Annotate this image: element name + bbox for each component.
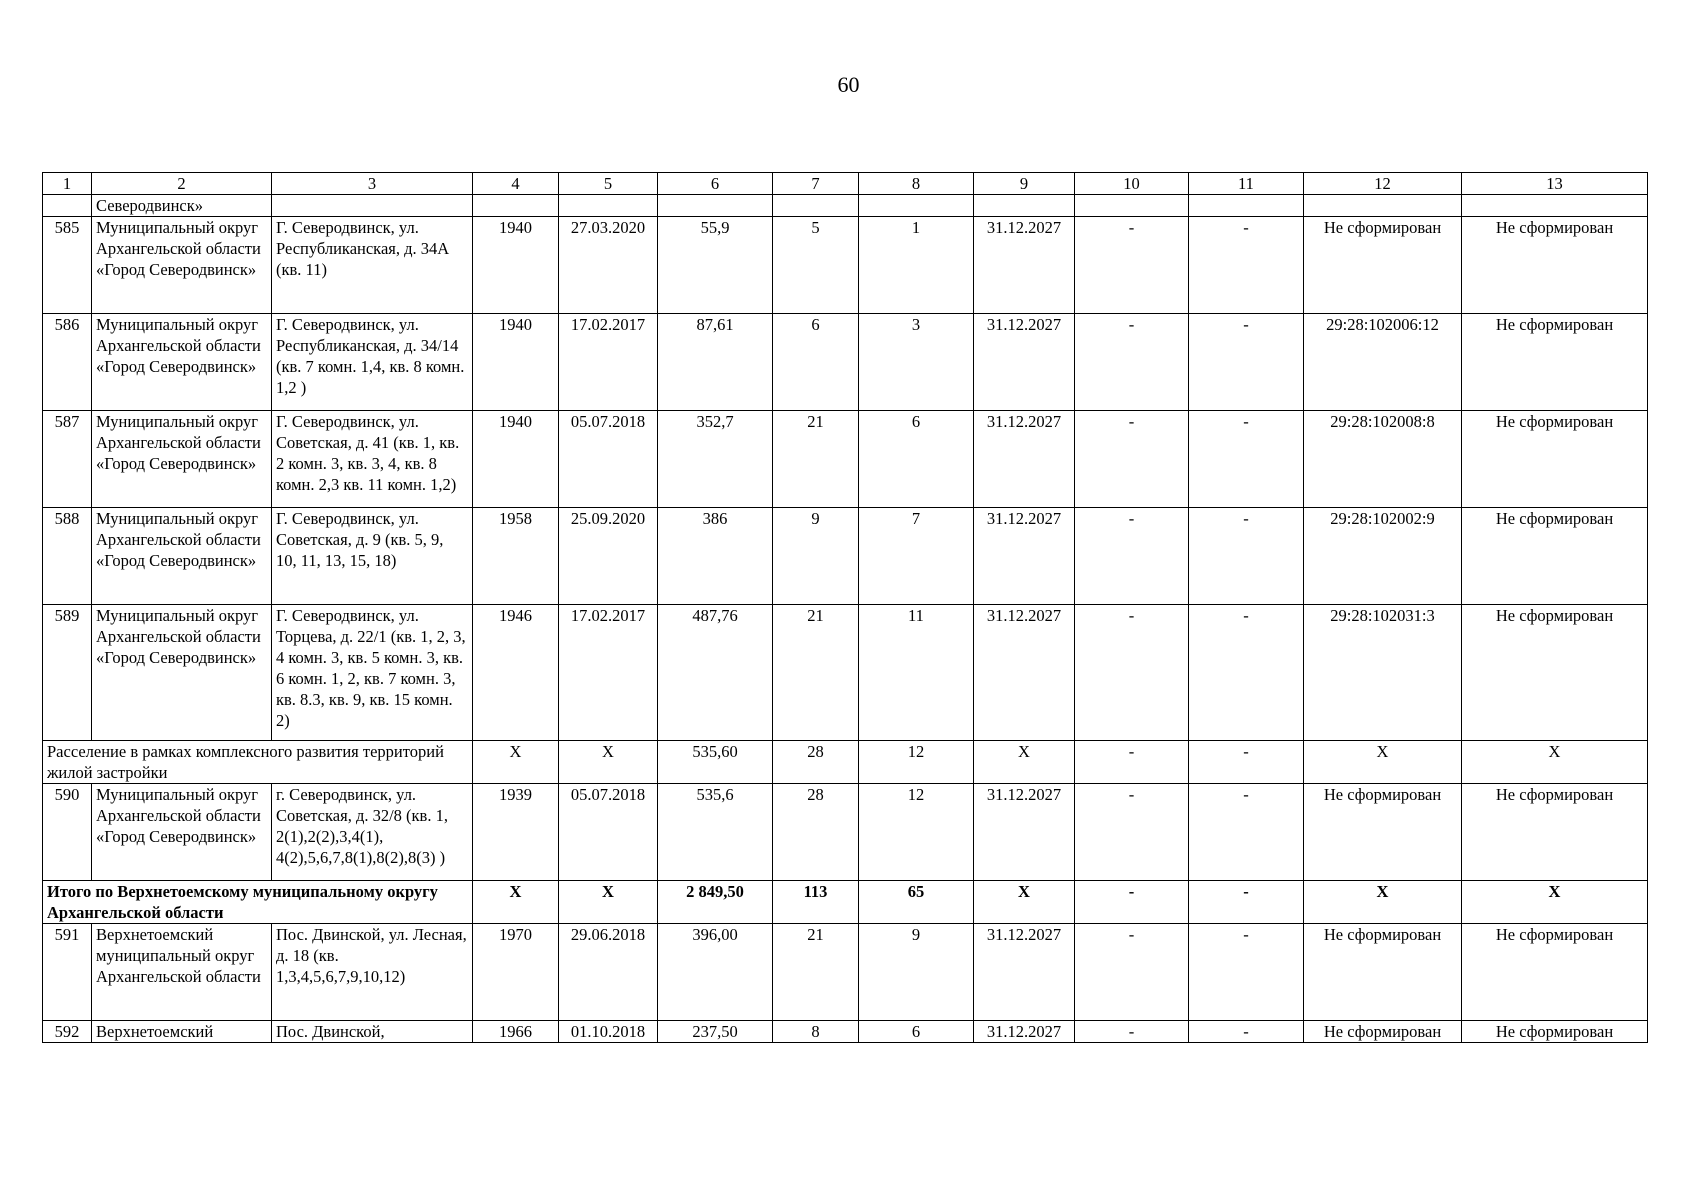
value-cell: Не сформирован (1304, 217, 1462, 314)
value-cell: - (1189, 605, 1304, 741)
value-cell: 1958 (473, 508, 559, 605)
value-cell: Не сформирован (1304, 924, 1462, 1021)
empty-cell (473, 195, 559, 217)
owner-cell: Муниципальный округ Архангельской области «Город Северодвинск» (92, 217, 272, 314)
address-cell: Г. Северодвинск, ул. Советская, д. 9 (кв. 5, 9, 10, 11, 13, 15, 18) (272, 508, 473, 605)
value-cell: 7 (859, 508, 974, 605)
empty-cell (1189, 195, 1304, 217)
value-cell: - (1189, 1021, 1304, 1043)
value-cell: 12 (859, 784, 974, 881)
housing-table (42, 172, 1648, 1043)
summary-label: Итого по Верхнетоемскому муниципальному округу Архангельской области (43, 881, 473, 924)
empty-cell (272, 195, 473, 217)
value-cell: Не сформирован (1462, 605, 1648, 741)
value-cell: Не сформирован (1462, 1021, 1648, 1043)
value-cell: 5 (773, 217, 859, 314)
value-cell: 1940 (473, 411, 559, 508)
value-cell: 31.12.2027 (974, 217, 1075, 314)
address-cell: Г. Северодвинск, ул. Республиканская, д. 34А (кв. 11) (272, 217, 473, 314)
value-cell: 17.02.2017 (559, 314, 658, 411)
address-cell: Пос. Двинской, (272, 1021, 473, 1043)
value-cell: 535,60 (658, 741, 773, 784)
value-cell: 31.12.2027 (974, 411, 1075, 508)
table-row (43, 508, 1648, 605)
value-cell: 17.02.2017 (559, 605, 658, 741)
value-cell: 2 849,50 (658, 881, 773, 924)
column-number: 12 (1304, 173, 1462, 195)
row-number: 585 (43, 217, 92, 314)
value-cell: 535,6 (658, 784, 773, 881)
column-number: 10 (1075, 173, 1189, 195)
value-cell: X (1462, 881, 1648, 924)
value-cell: 237,50 (658, 1021, 773, 1043)
value-cell: X (473, 881, 559, 924)
column-number: 11 (1189, 173, 1304, 195)
empty-cell (43, 195, 92, 217)
value-cell: - (1189, 924, 1304, 1021)
value-cell: Не сформирован (1304, 1021, 1462, 1043)
value-cell: - (1189, 508, 1304, 605)
value-cell: Не сформирован (1304, 784, 1462, 881)
value-cell: 25.09.2020 (559, 508, 658, 605)
table-row (43, 217, 1648, 314)
column-number-row (43, 173, 1648, 195)
value-cell: - (1075, 411, 1189, 508)
value-cell: 1946 (473, 605, 559, 741)
value-cell: - (1189, 217, 1304, 314)
table-row (43, 605, 1648, 741)
owner-cell: Муниципальный округ Архангельской области «Город Северодвинск» (92, 784, 272, 881)
value-cell: 487,76 (658, 605, 773, 741)
value-cell: 29:28:102031:3 (1304, 605, 1462, 741)
address-cell: г. Северодвинск, ул. Советская, д. 32/8 (кв. 1, 2(1),2(2),3,4(1), 4(2),5,6,7,8(1),8(2),8(3) ) (272, 784, 473, 881)
empty-cell (1075, 195, 1189, 217)
value-cell: 05.07.2018 (559, 784, 658, 881)
value-cell: 31.12.2027 (974, 1021, 1075, 1043)
empty-cell (1462, 195, 1648, 217)
value-cell: 28 (773, 741, 859, 784)
owner-cell: Муниципальный округ Архангельской области «Город Северодвинск» (92, 314, 272, 411)
value-cell: X (1304, 741, 1462, 784)
value-cell: - (1075, 881, 1189, 924)
table-row (43, 411, 1648, 508)
value-cell: X (473, 741, 559, 784)
value-cell: 113 (773, 881, 859, 924)
value-cell: 8 (773, 1021, 859, 1043)
value-cell: Не сформирован (1462, 314, 1648, 411)
value-cell: 1970 (473, 924, 559, 1021)
value-cell: X (974, 881, 1075, 924)
column-number: 6 (658, 173, 773, 195)
value-cell: 1940 (473, 314, 559, 411)
value-cell: 1 (859, 217, 974, 314)
value-cell: Не сформирован (1462, 411, 1648, 508)
value-cell: 87,61 (658, 314, 773, 411)
value-cell: 29.06.2018 (559, 924, 658, 1021)
empty-cell (859, 195, 974, 217)
value-cell: 29:28:102006:12 (1304, 314, 1462, 411)
row-number: 589 (43, 605, 92, 741)
owner-cell: Муниципальный округ Архангельской области «Город Северодвинск» (92, 605, 272, 741)
owner-cell: Северодвинск» (92, 195, 272, 217)
subtotal-row (43, 741, 1648, 784)
value-cell: - (1075, 924, 1189, 1021)
value-cell: - (1075, 784, 1189, 881)
value-cell: 3 (859, 314, 974, 411)
continuation-row (43, 195, 1648, 217)
value-cell: 55,9 (658, 217, 773, 314)
owner-cell: Муниципальный округ Архангельской области «Город Северодвинск» (92, 508, 272, 605)
value-cell: 6 (859, 1021, 974, 1043)
address-cell: Г. Северодвинск, ул. Торцева, д. 22/1 (кв. 1, 2, 3, 4 комн. 3, кв. 5 комн. 3, кв. 6 комн. 1, 2, кв. 7 комн. 3, кв. 8.3, кв. 9, кв. 15 комн. 2) (272, 605, 473, 741)
value-cell: Не сформирован (1462, 217, 1648, 314)
value-cell: 6 (773, 314, 859, 411)
value-cell: 01.10.2018 (559, 1021, 658, 1043)
value-cell: X (1462, 741, 1648, 784)
summary-label: Расселение в рамках комплексного развития территорий жилой застройки (43, 741, 473, 784)
column-number: 2 (92, 173, 272, 195)
value-cell: 1940 (473, 217, 559, 314)
value-cell: 6 (859, 411, 974, 508)
value-cell: - (1189, 784, 1304, 881)
value-cell: Не сформирован (1462, 784, 1648, 881)
value-cell: - (1075, 1021, 1189, 1043)
value-cell: 29:28:102008:8 (1304, 411, 1462, 508)
page-number: 60 (837, 72, 860, 97)
column-number: 1 (43, 173, 92, 195)
owner-cell: Верхнетоемский (92, 1021, 272, 1043)
value-cell: 352,7 (658, 411, 773, 508)
value-cell: - (1075, 605, 1189, 741)
empty-cell (974, 195, 1075, 217)
value-cell: 31.12.2027 (974, 924, 1075, 1021)
value-cell: - (1189, 314, 1304, 411)
value-cell: 386 (658, 508, 773, 605)
value-cell: 21 (773, 605, 859, 741)
value-cell: 9 (859, 924, 974, 1021)
owner-cell: Верхнетоемский муниципальный округ Архангельской области (92, 924, 272, 1021)
value-cell: - (1189, 411, 1304, 508)
column-number: 5 (559, 173, 658, 195)
value-cell: 12 (859, 741, 974, 784)
row-number: 592 (43, 1021, 92, 1043)
total-row (43, 881, 1648, 924)
row-number: 591 (43, 924, 92, 1021)
column-number: 9 (974, 173, 1075, 195)
table-row (43, 1021, 1648, 1043)
value-cell: - (1075, 508, 1189, 605)
value-cell: X (1304, 881, 1462, 924)
address-cell: Г. Северодвинск, ул. Советская, д. 41 (кв. 1, кв. 2 комн. 3, кв. 3, 4, кв. 8 комн. 2,3 кв. 11 комн. 1,2) (272, 411, 473, 508)
value-cell: X (559, 881, 658, 924)
row-number: 586 (43, 314, 92, 411)
value-cell: - (1189, 881, 1304, 924)
value-cell: 1966 (473, 1021, 559, 1043)
value-cell: - (1189, 741, 1304, 784)
column-number: 4 (473, 173, 559, 195)
value-cell: Не сформирован (1462, 508, 1648, 605)
column-number: 8 (859, 173, 974, 195)
empty-cell (1304, 195, 1462, 217)
value-cell: 05.07.2018 (559, 411, 658, 508)
value-cell: 396,00 (658, 924, 773, 1021)
value-cell: 11 (859, 605, 974, 741)
value-cell: Не сформирован (1462, 924, 1648, 1021)
value-cell: 21 (773, 924, 859, 1021)
value-cell: 27.03.2020 (559, 217, 658, 314)
value-cell: 1939 (473, 784, 559, 881)
address-cell: Пос. Двинской, ул. Лесная, д. 18 (кв. 1,3,4,5,6,7,9,10,12) (272, 924, 473, 1021)
value-cell: 29:28:102002:9 (1304, 508, 1462, 605)
value-cell: - (1075, 217, 1189, 314)
owner-cell: Муниципальный округ Архангельской области «Город Северодвинск» (92, 411, 272, 508)
address-cell: Г. Северодвинск, ул. Республиканская, д. 34/14 (кв. 7 комн. 1,4, кв. 8 комн. 1,2 ) (272, 314, 473, 411)
value-cell: - (1075, 314, 1189, 411)
value-cell: X (974, 741, 1075, 784)
value-cell: 31.12.2027 (974, 508, 1075, 605)
value-cell: 31.12.2027 (974, 314, 1075, 411)
column-number: 13 (1462, 173, 1648, 195)
table-row (43, 784, 1648, 881)
value-cell: 31.12.2027 (974, 784, 1075, 881)
value-cell: 9 (773, 508, 859, 605)
empty-cell (658, 195, 773, 217)
value-cell: X (559, 741, 658, 784)
empty-cell (773, 195, 859, 217)
empty-cell (559, 195, 658, 217)
row-number: 590 (43, 784, 92, 881)
value-cell: - (1075, 741, 1189, 784)
value-cell: 28 (773, 784, 859, 881)
value-cell: 21 (773, 411, 859, 508)
column-number: 7 (773, 173, 859, 195)
column-number: 3 (272, 173, 473, 195)
row-number: 587 (43, 411, 92, 508)
table-row (43, 314, 1648, 411)
table-row (43, 924, 1648, 1021)
row-number: 588 (43, 508, 92, 605)
value-cell: 31.12.2027 (974, 605, 1075, 741)
value-cell: 65 (859, 881, 974, 924)
